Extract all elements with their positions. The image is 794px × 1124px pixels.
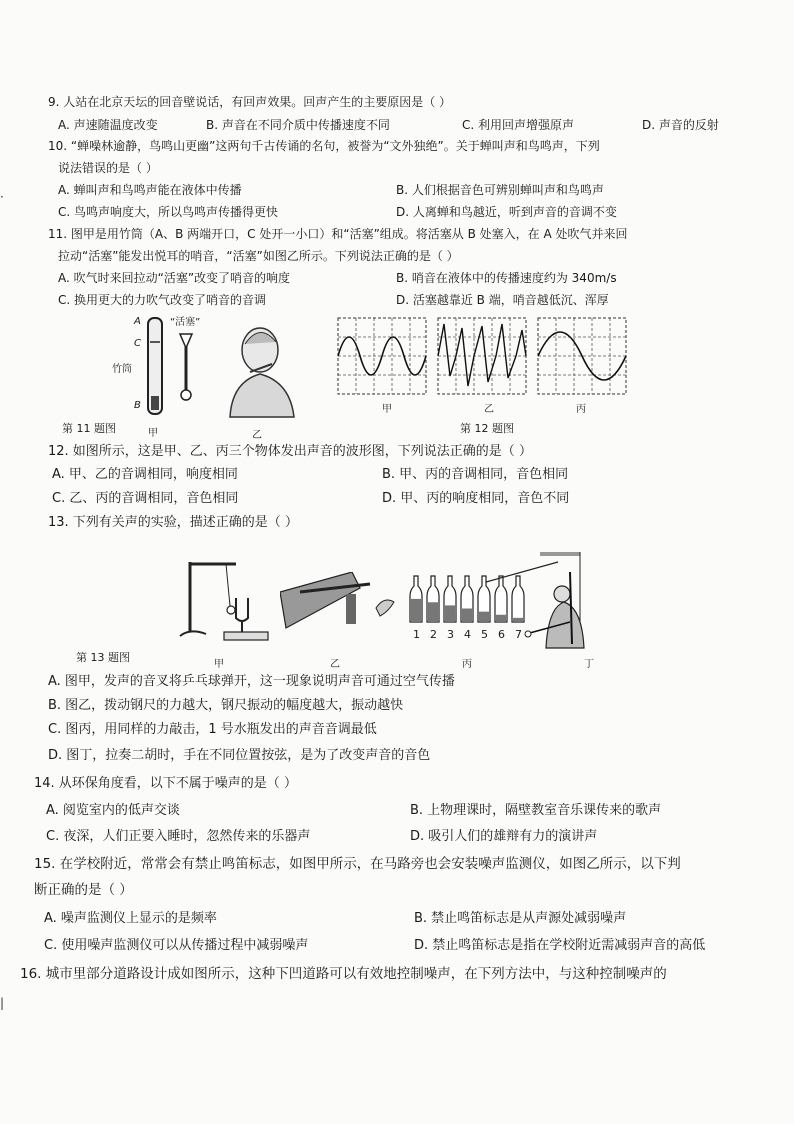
bottle-number-label: 7 — [515, 628, 522, 641]
bottle-water-1 — [411, 599, 421, 621]
q12-option-c: C. 乙、丙的音调相同，音色相同 — [52, 491, 239, 506]
bottle-number-label: 1 — [413, 628, 420, 641]
fig13-label-bing: 丙 — [462, 659, 472, 670]
bottle-water-2 — [428, 602, 438, 621]
fig12-waveforms — [336, 316, 630, 398]
waveform-jia — [338, 318, 426, 394]
q10-stem-line1: 10. “蝉噪林逾静，鸟鸣山更幽”这两句千古传诵的名句，被誉为“文外独绝”。关于蝉叫声和鸟鸣声，下列 — [48, 139, 600, 153]
q13-option-c: C. 图丙，用同样的力敲击，1 号水瓶发出的声音音调最低 — [48, 722, 377, 737]
bottle-water-3 — [445, 605, 455, 621]
q11-option-b: B. 哨音在液体中的传播速度约为 340m/s — [396, 271, 617, 285]
q9-option-a: A. 声速随温度改变 — [58, 118, 158, 132]
fig13-tuning-fork-setup — [176, 548, 282, 648]
q10-option-d: D. 人离蝉和鸟越近，听到声音的音调不变 — [396, 205, 617, 219]
fig11-tube-label: 竹筒 — [112, 364, 132, 375]
fig12-caption: 第 12 题图 — [460, 422, 514, 435]
bottle-number-label: 4 — [464, 628, 471, 641]
q9-option-b: B. 声音在不同介质中传播速度不同 — [206, 118, 390, 132]
q12-option-b: B. 甲、丙的音调相同，音色相同 — [382, 467, 569, 482]
q11-option-c: C. 换用更大的力吹气改变了哨音的音调 — [58, 293, 267, 307]
q14-stem: 14. 从环保角度看，以下不属于噪声的是（ ） — [34, 776, 297, 791]
q12-option-d: D. 甲、丙的响度相同，音色不同 — [382, 491, 570, 506]
fig12-label-yi: 乙 — [484, 404, 494, 415]
q13-option-b: B. 图乙，拨动钢尺的力越大，钢尺振动的幅度越大，振动越快 — [48, 698, 404, 713]
bottle-number-label: 6 — [498, 628, 505, 641]
q10-stem-line2: 说法错误的是（ ） — [58, 161, 158, 175]
q10-option-b: B. 人们根据音色可辨别蝉叫声和鸟鸣声 — [396, 183, 604, 197]
q16-stem: 16. 城市里部分道路设计成如图所示，这种下凹道路可以有效地控制噪声，在下列方法中，与这种控制噪声的 — [20, 966, 667, 982]
fig12-label-jia: 甲 — [382, 404, 392, 415]
fig13-caption: 第 13 题图 — [76, 651, 130, 664]
q11-stem-line2: 拉动“活塞”能发出悦耳的哨音，“活塞”如图乙所示。下列说法正确的是（ ） — [58, 249, 459, 263]
bottle-water-4 — [462, 609, 472, 621]
q12-option-a: A. 甲、乙的音调相同，响度相同 — [52, 467, 238, 482]
q15-option-a: A. 噪声监测仪上显示的是频率 — [44, 911, 217, 926]
q14-option-b: B. 上物理课时，隔壁教室音乐课传来的歌声 — [410, 803, 662, 818]
bottle-number-label: 2 — [430, 628, 437, 641]
q9-stem: 9. 人站在北京天坛的回音壁说话，有回声效果。回声产生的主要原因是（ ） — [48, 95, 452, 109]
q15-option-c: C. 使用噪声监测仪可以从传播过程中减弱噪声 — [44, 938, 309, 953]
fig13-label-ding: 丁 — [584, 659, 594, 670]
q9-option-d: D. 声音的反射 — [642, 118, 719, 132]
q13-option-d: D. 图丁，拉奏二胡时，手在不同位置按弦，是为了改变声音的音色 — [48, 748, 431, 763]
q13-stem: 13. 下列有关声的实验，描述正确的是（ ） — [48, 515, 298, 530]
fig11-caption: 第 11 题图 — [62, 422, 116, 435]
q9-option-c: C. 利用回声增强原声 — [462, 118, 575, 132]
q10-option-c: C. 鸟鸣声响度大，所以鸟鸣声传播得更快 — [58, 205, 279, 219]
fig11-label-a: A — [134, 316, 141, 327]
fig11-label-yi: 乙 — [252, 430, 262, 441]
margin-mark-bottom: | — [0, 996, 5, 1010]
q15-option-d: D. 禁止鸣笛标志是指在学校附近需减弱声音的高低 — [414, 938, 706, 953]
fig11-label-b: B — [134, 400, 141, 411]
q14-option-c: C. 夜深，人们正要入睡时，忽然传来的乐器声 — [46, 829, 311, 844]
waveform-bing — [538, 318, 626, 394]
bottle-number-label: 3 — [447, 628, 454, 641]
q11-option-a: A. 吹气时来回拉动“活塞”改变了哨音的响度 — [58, 271, 291, 285]
margin-mark-top: · — [0, 190, 4, 204]
fig11-label-jia: 甲 — [148, 428, 158, 439]
fig11-piston-label: “活塞” — [170, 317, 201, 328]
q15-stem-line2: 断正确的是（ ） — [34, 882, 133, 898]
q10-option-a: A. 蝉叫声和鸟鸣声能在液体中传播 — [58, 183, 242, 197]
q15-stem-line1: 15. 在学校附近，常常会有禁止鸣笛标志，如图甲所示，在马路旁也会安装噪声监测仪，如图乙所示，以下判 — [34, 856, 681, 872]
q15-option-b: B. 禁止鸣笛标志是从声源处减弱噪声 — [414, 911, 627, 926]
fig13-ruler-setup — [280, 572, 400, 634]
person-illustration — [230, 328, 294, 417]
q12-stem: 12. 如图所示，这是甲、乙、丙三个物体发出声音的波形图，下列说法正确的是（ ） — [48, 444, 532, 459]
fig11-label-c: C — [134, 338, 141, 349]
bottle-number-label: 5 — [481, 628, 488, 641]
fig13-label-yi: 乙 — [330, 659, 340, 670]
waveform-yi — [438, 318, 526, 394]
fig13-erhu-player — [486, 552, 586, 652]
q14-option-a: A. 阅览室内的低声交谈 — [46, 803, 180, 818]
fig13-label-jia: 甲 — [214, 659, 224, 670]
q11-option-d: D. 活塞越靠近 B 端，哨音越低沉、浑厚 — [396, 293, 609, 307]
q11-stem-line1: 11. 图甲是用竹筒（A、B 两端开口，C 处开一小口）和“活塞”组成。将活塞从 B 处塞入，在 A 处吹气并来回 — [48, 227, 628, 241]
fig12-label-bing: 丙 — [576, 404, 586, 415]
q14-option-d: D. 吸引人们的雄辩有力的演讲声 — [410, 829, 598, 844]
q13-option-a: A. 图甲，发声的音叉将乒乓球弹开，这一现象说明声音可通过空气传播 — [48, 674, 455, 689]
